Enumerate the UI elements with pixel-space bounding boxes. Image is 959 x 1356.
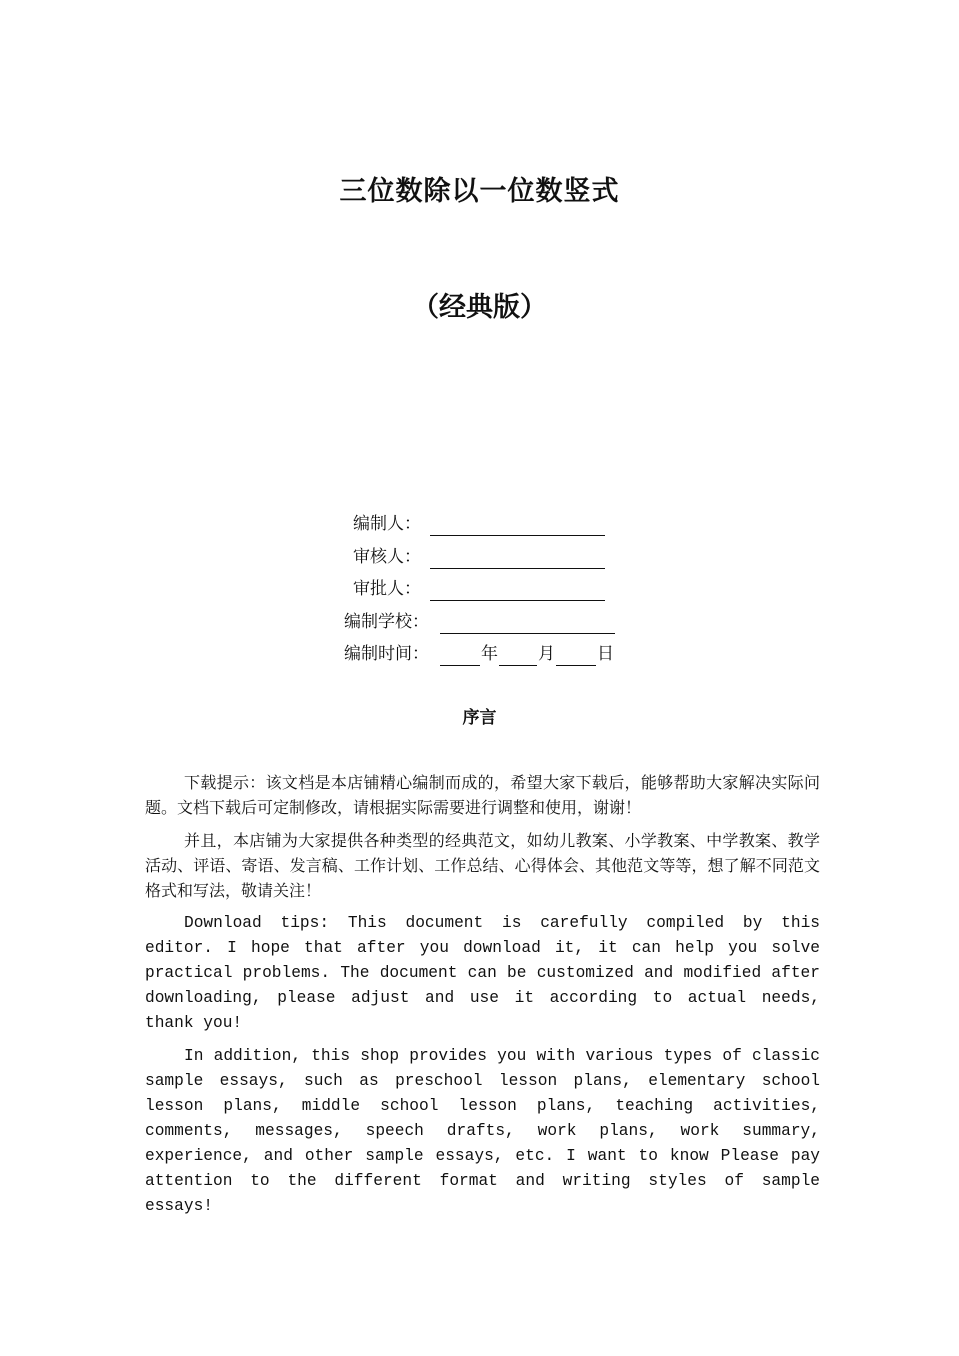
field-row-compiler	[0, 508, 959, 541]
field-blank-reviewer	[430, 548, 605, 569]
field-blank-compiler	[430, 515, 605, 536]
date-blank-month	[499, 645, 537, 666]
date-blank-year	[440, 645, 480, 666]
field-row-date	[0, 638, 959, 671]
field-row-school	[0, 606, 959, 639]
field-label-compiler: 编制人：	[353, 514, 421, 534]
preface-paragraph-en-2: In addition, this shop provides you with various types of classic sample essays, such as preschool lesson plans, elementary school lesson plans, middle school lesson plans, teaching activities, comments, messages, speech drafts, work plans, work summary, experience, and other sample essays, etc. I want to know Please pay attention to the different format and writing styles of sample essays!	[145, 1047, 820, 1215]
date-blank-day	[556, 645, 596, 666]
preface-paragraph-cn-1: 下载提示：该文档是本店铺精心编制而成的，希望大家下载后，能够帮助大家解决实际问题。文档下载后可定制修改，请根据实际需要进行调整和使用，谢谢！	[145, 773, 820, 817]
preface-body	[145, 770, 820, 1227]
preface-heading: 序言	[462, 708, 497, 728]
signature-block	[0, 508, 959, 671]
field-blank-school	[440, 613, 615, 634]
date-unit-year: 年	[481, 644, 498, 664]
field-label-date: 编制时间：	[344, 644, 429, 664]
preface-paragraph-cn-2: 并且，本店铺为大家提供各种类型的经典范文，如幼儿教案、小学教案、中学教案、教学活动、评语、寄语、发言稿、工作计划、工作总结、心得体会、其他范文等等，想了解不同范文格式和写法，敬请关注！	[145, 831, 820, 900]
date-unit-month: 月	[538, 644, 555, 664]
field-row-reviewer	[0, 541, 959, 574]
field-label-reviewer: 审核人：	[353, 546, 421, 567]
document-title: 三位数除以一位数竖式	[339, 176, 620, 207]
field-label-school: 编制学校：	[344, 611, 429, 632]
document-subtitle: （经典版）	[412, 292, 547, 323]
field-label-approver: 审批人：	[353, 579, 421, 599]
date-unit-day: 日	[597, 644, 614, 664]
field-row-approver	[0, 573, 959, 606]
preface-paragraph-en-1: Download tips: This document is carefully compiled by this editor. I hope that after you download it, it can help you solve practical problems. The document can be customized and modified after downloading, please adjust and use it according to actual needs, thank you!	[145, 914, 820, 1032]
field-blank-approver	[430, 580, 605, 601]
